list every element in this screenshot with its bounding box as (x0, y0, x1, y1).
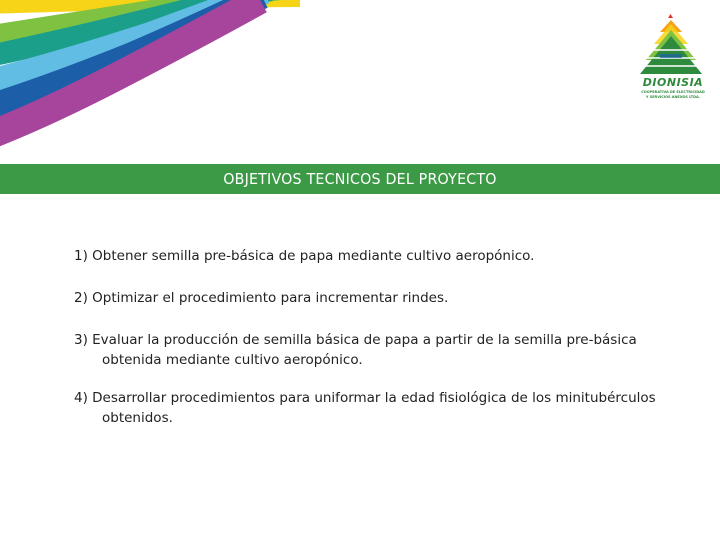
logo-name: DIONISIA (642, 76, 704, 89)
logo-subtitle-line2: Y SERVICIOS ANEXOS LTDA. (645, 94, 701, 99)
logo-subtitle (636, 90, 710, 99)
title-bar (0, 164, 720, 194)
page-title: OBJETIVOS TECNICOS DEL PROYECTO (223, 170, 497, 188)
objective-item: 4) Desarrollar procedimientos para uniformar la edad fisiológica de los minitubérculos obtenidos. (74, 390, 656, 426)
objective-item: 3) Evaluar la producción de semilla básica de papa a partir de la semilla pre-básica obtenida mediante cultivo aeropónico. (74, 332, 637, 368)
logo-subtitle-line1: COOPERATIVA DE ELECTRICIDAD (641, 90, 705, 94)
objective-item: 2) Optimizar el procedimiento para incrementar rindes. (74, 290, 449, 306)
objectives-list (74, 246, 674, 446)
objective-item: 1) Obtener semilla pre-básica de papa mediante cultivo aeropónico. (74, 248, 535, 264)
